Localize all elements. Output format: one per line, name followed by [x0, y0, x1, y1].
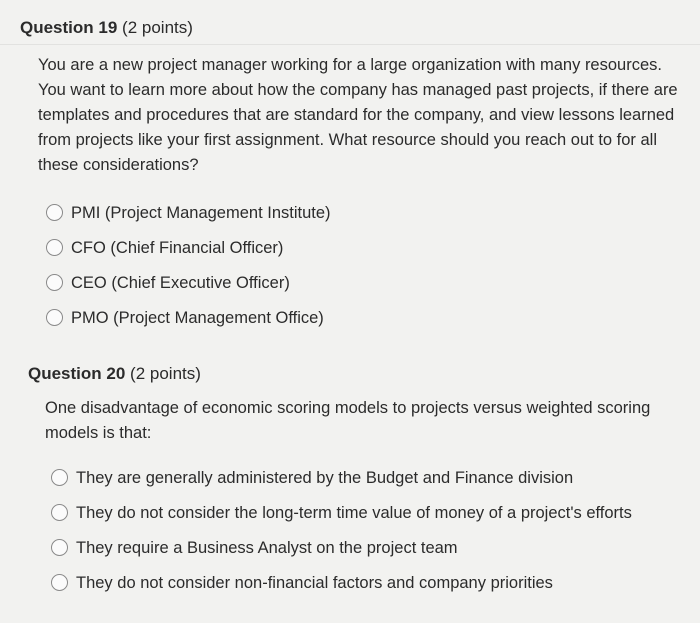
- question-20-text: One disadvantage of economic scoring models to projects versus weighted scoring models is that:: [45, 399, 651, 442]
- option-label: They do not consider non-financial factors and company priorities: [76, 573, 553, 592]
- question-19-title: [20, 17, 193, 39]
- radio-button[interactable]: [51, 574, 68, 591]
- option-label: PMO (Project Management Office): [71, 308, 324, 327]
- radio-button[interactable]: [46, 239, 63, 256]
- question-19-divider: [0, 44, 700, 45]
- question-20-option-2[interactable]: [51, 495, 632, 530]
- question-20-points: (2 points): [130, 364, 201, 383]
- question-20-option-1[interactable]: [51, 460, 632, 495]
- radio-button[interactable]: [46, 204, 63, 221]
- question-19-option-4[interactable]: [46, 300, 331, 335]
- option-label: They are generally administered by the Budget and Finance division: [76, 468, 574, 487]
- question-20-option-3[interactable]: [51, 530, 632, 565]
- option-label: PMI (Project Management Institute): [71, 203, 331, 222]
- radio-button[interactable]: [46, 274, 63, 291]
- radio-button[interactable]: [51, 539, 68, 556]
- option-label: CEO (Chief Executive Officer): [71, 273, 290, 292]
- radio-button[interactable]: [46, 309, 63, 326]
- option-label: They do not consider the long-term time value of money of a project's efforts: [76, 503, 632, 522]
- question-19-options: [46, 195, 331, 335]
- question-19-option-2[interactable]: [46, 230, 331, 265]
- option-label: They require a Business Analyst on the project team: [76, 538, 458, 557]
- question-19-text: You are a new project manager working for a large organization with many resources. You want to learn more about how the company has managed past projects, if there are templates and procedures that are standard for the company, and view lessons learned from projects like your first assignment. What resource should you reach out to for all these considerations?: [38, 56, 678, 174]
- question-19-number: Question 19: [20, 18, 118, 37]
- radio-button[interactable]: [51, 469, 68, 486]
- question-20-number: Question 20: [28, 364, 126, 383]
- radio-button[interactable]: [51, 504, 68, 521]
- question-20-option-4[interactable]: [51, 565, 632, 600]
- question-20-title: [28, 363, 201, 385]
- question-19-points: (2 points): [122, 18, 193, 37]
- question-19-option-1[interactable]: [46, 195, 331, 230]
- option-label: CFO (Chief Financial Officer): [71, 238, 284, 257]
- question-20-options: [51, 460, 632, 600]
- question-19-option-3[interactable]: [46, 265, 331, 300]
